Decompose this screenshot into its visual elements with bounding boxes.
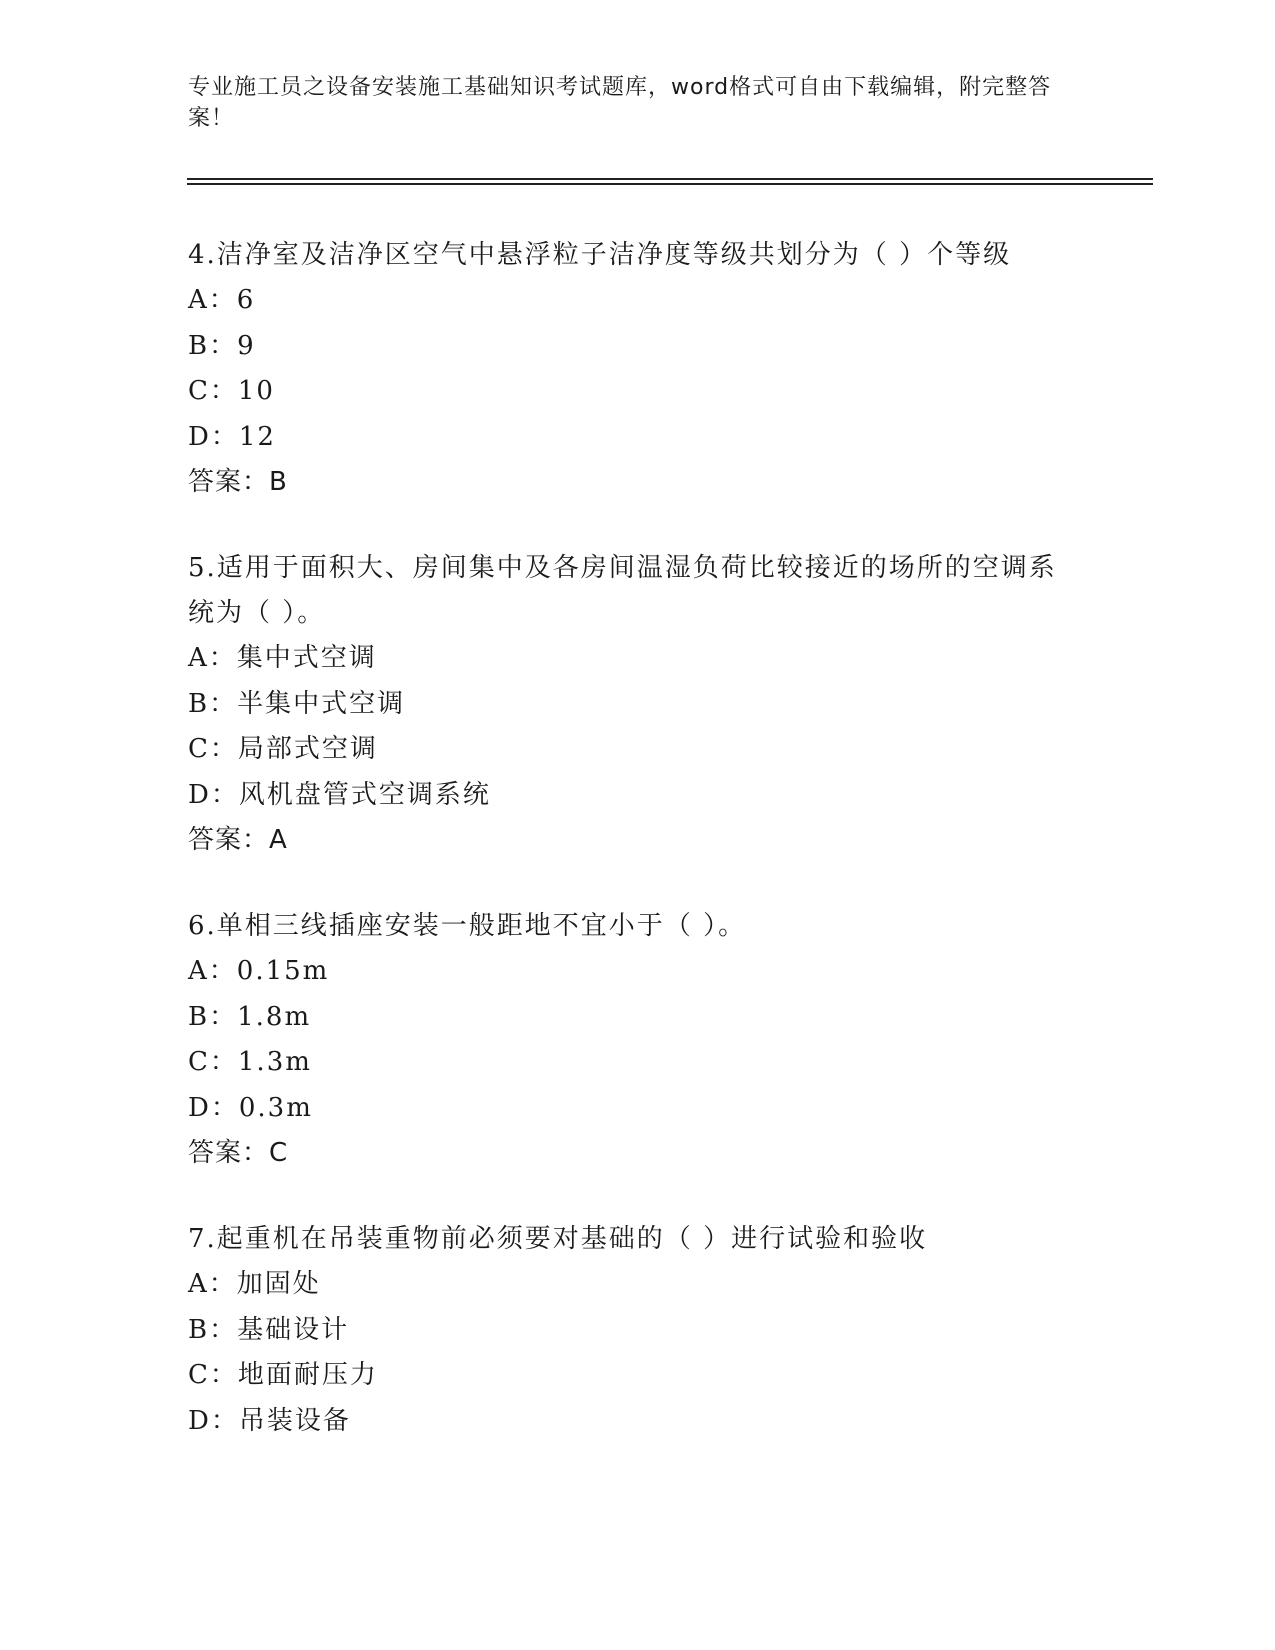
option-b: B：基础设计 bbox=[188, 1314, 350, 1345]
question-stem: 5.适用于面积大、房间集中及各房间温湿负荷比较接近的场所的空调系统为（ ）。 bbox=[188, 553, 1057, 628]
option-b: B：1.8m bbox=[188, 1001, 312, 1032]
option-b: B：半集中式空调 bbox=[188, 688, 406, 719]
option-d: D：吊装设备 bbox=[188, 1405, 351, 1436]
option-d: D：0.3m bbox=[188, 1092, 313, 1123]
question-7 bbox=[188, 1217, 1088, 1444]
question-stem: 4.洁净室及洁净区空气中悬浮粒子洁净度等级共划分为（ ）个等级 bbox=[188, 240, 1012, 270]
question-stem: 7.起重机在吊装重物前必须要对基础的（ ）进行试验和验收 bbox=[188, 1224, 928, 1254]
question-5 bbox=[188, 546, 1088, 863]
option-d: D：风机盘管式空调系统 bbox=[188, 779, 491, 810]
option-c: C：1.3m bbox=[188, 1047, 312, 1077]
option-c: C：地面耐压力 bbox=[188, 1360, 378, 1390]
option-a: A：加固处 bbox=[188, 1269, 321, 1299]
option-a: A：集中式空调 bbox=[188, 643, 377, 673]
answer-label: 答案：B bbox=[188, 467, 288, 497]
option-c: C：局部式空调 bbox=[188, 734, 378, 764]
question-6 bbox=[188, 904, 1088, 1176]
option-a: A：6 bbox=[188, 285, 256, 315]
question-stem: 6.单相三线插座安装一般距地不宜小于（ ）。 bbox=[188, 911, 747, 941]
option-a: A：0.15m bbox=[188, 956, 330, 986]
question-list bbox=[188, 233, 1088, 1485]
document-header: 专业施工员之设备安装施工基础知识考试题库，word格式可自由下载编辑，附完整答案！ bbox=[188, 75, 1052, 131]
question-4 bbox=[188, 233, 1088, 505]
answer-label: 答案：A bbox=[188, 825, 288, 855]
header-divider-bottom bbox=[187, 183, 1153, 185]
option-c: C：10 bbox=[188, 376, 275, 406]
option-d: D：12 bbox=[188, 421, 276, 452]
answer-label: 答案：C bbox=[188, 1138, 289, 1168]
option-b: B：9 bbox=[188, 330, 256, 361]
header-divider-top bbox=[187, 178, 1153, 180]
